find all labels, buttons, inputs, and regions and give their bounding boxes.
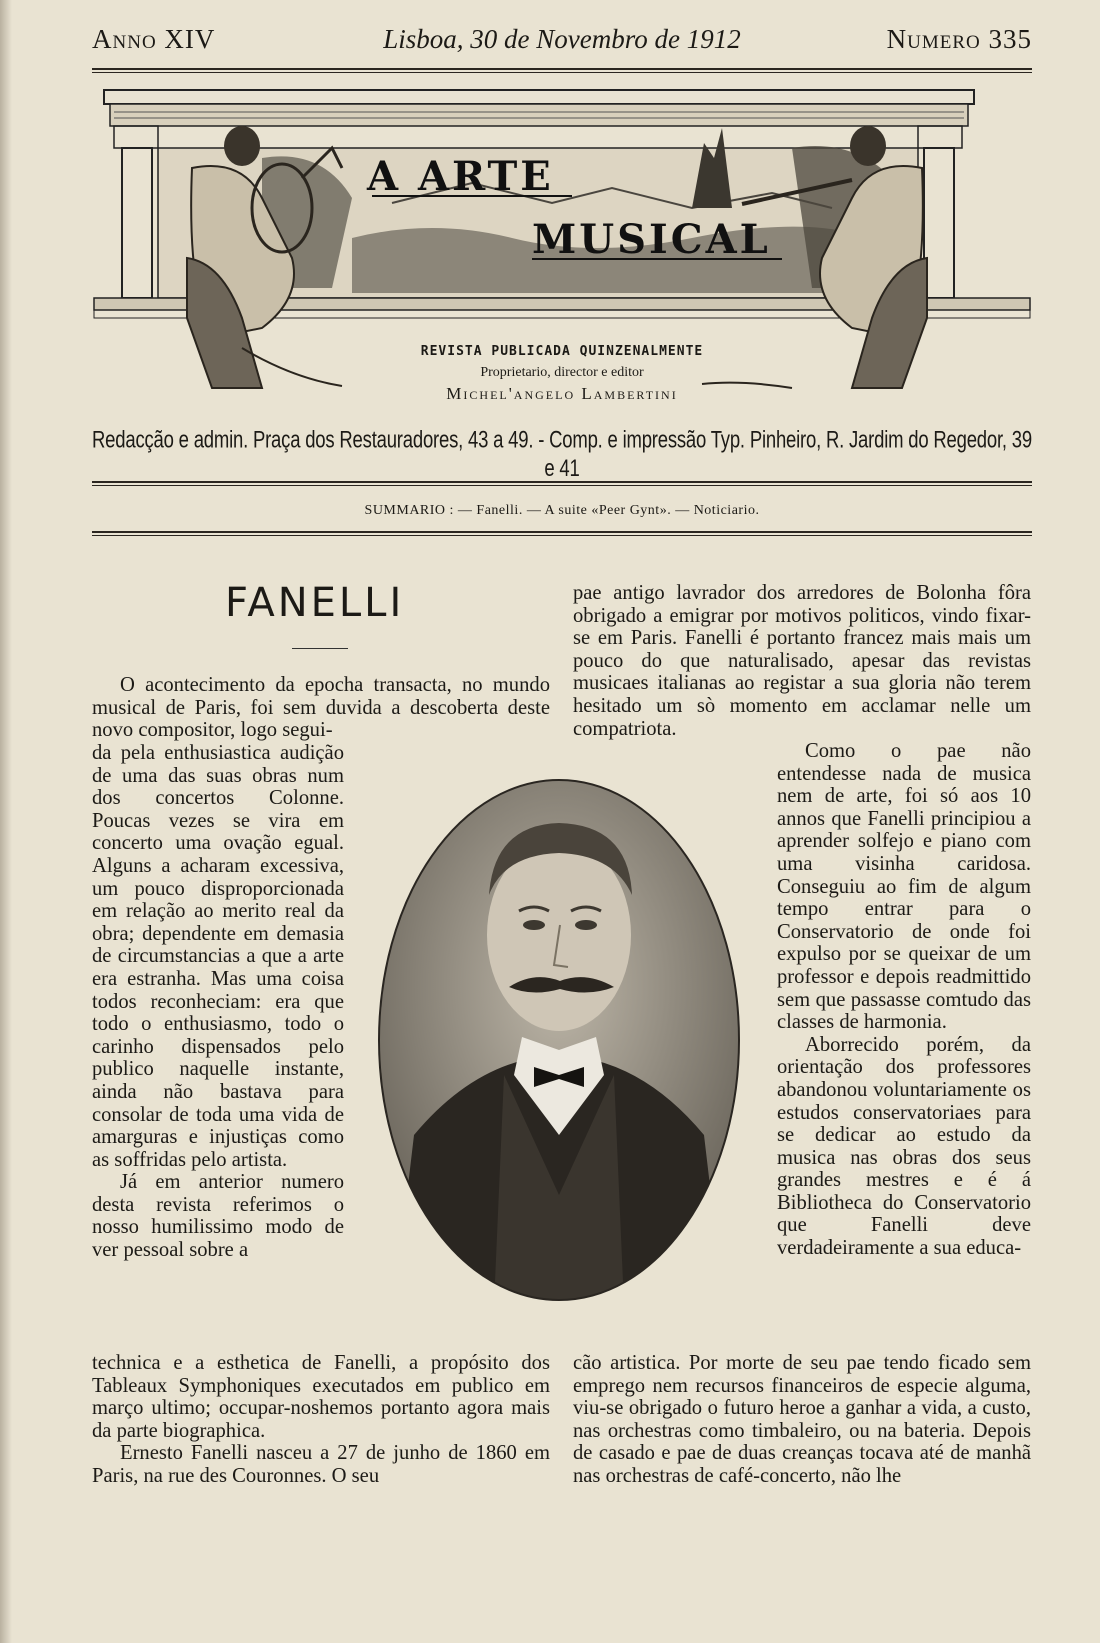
col1-paragraph-1-text: O acontecimento da epocha transacta, no mundo musical de Paris, foi sem duvida a descoberta deste novo compositor, logo segui- <box>92 674 550 742</box>
col2-paragraph-4: cão artistica. Por morte de seu pae tendo ficado sem emprego nem recursos financeiros de especie alguma, viu-se obrigado o futuro heroe a ganhar a vida, a custo, nas orchestras como timbaleiro, ou na bateria. Depois de casado e pae de duas creanças tocava até de manhã nas orchestras de café-concerto, não lhe <box>573 1352 1031 1487</box>
publisher-address: Redacção e admin. Praça dos Restauradores, 43 a 49. - Comp. e impressão Typ. Pinheiro, R. Jardim do Regedor, 39 e 41 <box>92 425 1032 482</box>
page-gutter-shadow <box>0 0 12 1643</box>
logo-line-2: MUSICAL <box>532 216 771 263</box>
issue-volume: Anno XIV <box>92 24 216 54</box>
masthead-roles: Proprietario, director e editor <box>480 365 644 380</box>
col1-paragraph-4: Ernesto Fanelli nasceu a 27 de junho de 1860 em Paris, na rue des Couronnes. O seu <box>92 1442 550 1487</box>
address-rule-thin <box>92 485 1032 486</box>
summary-line: SUMMARIO : — Fanelli. — A suite «Peer Gynt». — Noticiario. <box>364 503 760 518</box>
summary-rule <box>92 531 1032 533</box>
portrait-photo <box>374 775 744 1305</box>
article-title: FANELLI <box>225 580 405 626</box>
col2-wrapped-text <box>777 740 1031 1260</box>
col2-top-text <box>573 582 1031 740</box>
title-rule <box>292 648 348 649</box>
col1-wrap-text-1: da pela enthusiastica audição de uma das suas obras num dos concertos Colonne. Poucas vezes se vira em concerto uma ovação egual. Alguns a acharam excessiva, um pouco disproporcionada em relação ao merito real da obra; dependente em demasia de circumstancias a que a arte era estranha. Mas uma coisa todos reconheciam: era que todo o enthusiasmo, todo o carinho dispensados pelo publico naquelle instante, ainda não bastava para consolar de toda uma vida de amarguras e injustiças como as soffridas pelo artista. <box>92 742 344 1171</box>
col2-bottom-text <box>573 1352 1031 1488</box>
summary-rule-thin <box>92 535 1032 536</box>
masthead-subtitle: REVISTA PUBLICADA QUINZENALMENTE <box>420 344 704 359</box>
masthead <box>92 88 1032 418</box>
col1-wrap-text-2: Já em anterior numero desta revista referimos o nosso humilissimo modo de ver pessoal sobre a <box>92 1171 344 1262</box>
col2-wrap-text-2: Aborrecido porém, da orientação dos professores abandonou voluntariamente os estudos conservatoriaes para se dedicar ao estudo da musica nas obras dos seus grandes mestres e é á Bibliotheca do Conservatorio que Fanelli deve verdadeiramente a sua educa- <box>777 1033 1031 1260</box>
col2-wrap-text-1: Como o pae não entendesse nada de musica nem de arte, foi só aos 10 annos que Fanelli principiou a aprender solfejo e piano com uma visinha caridosa. Conseguiu ao fim de algum tempo entrar para o Conservatorio de onde foi expulso por se queixar de um professor e depois readmittido sem que passasse comtudo das classes de harmonia. <box>777 740 1031 1034</box>
header-rule <box>92 68 1032 70</box>
issue-number: Numero 335 <box>886 24 1032 54</box>
issue-header <box>92 24 1032 64</box>
col1-wrapped-text <box>92 742 344 1262</box>
col1-paragraph-1 <box>92 674 550 742</box>
col2-paragraph-1: pae antigo lavrador dos arredores de Bolonha fôra obrigado a emigrar por motivos politicos, vindo fixar-se em Paris. Fanelli é portanto francez mais mais um pouco do que naturalisado, apesar das revistas musicaes italianas ao registar a sua gloria não terem hesitado um sò momento em acclamar nelle um compatriota. <box>573 582 1031 740</box>
header-rule-thin <box>92 72 1032 73</box>
issue-date: Lisboa, 30 de Novembro de 1912 <box>383 24 741 54</box>
address-rule <box>92 481 1032 483</box>
col1-bottom-text <box>92 1352 550 1488</box>
masthead-editor: Michel'angelo Lambertini <box>446 384 678 403</box>
logo-line-1: A ARTE <box>367 153 554 200</box>
col1-paragraph-3: technica e a esthetica de Fanelli, a propósito dos Tableaux Symphoniques executados em publico em março ultimo; occupar-noshemos portanto agora mais da parte biographica. <box>92 1352 550 1442</box>
